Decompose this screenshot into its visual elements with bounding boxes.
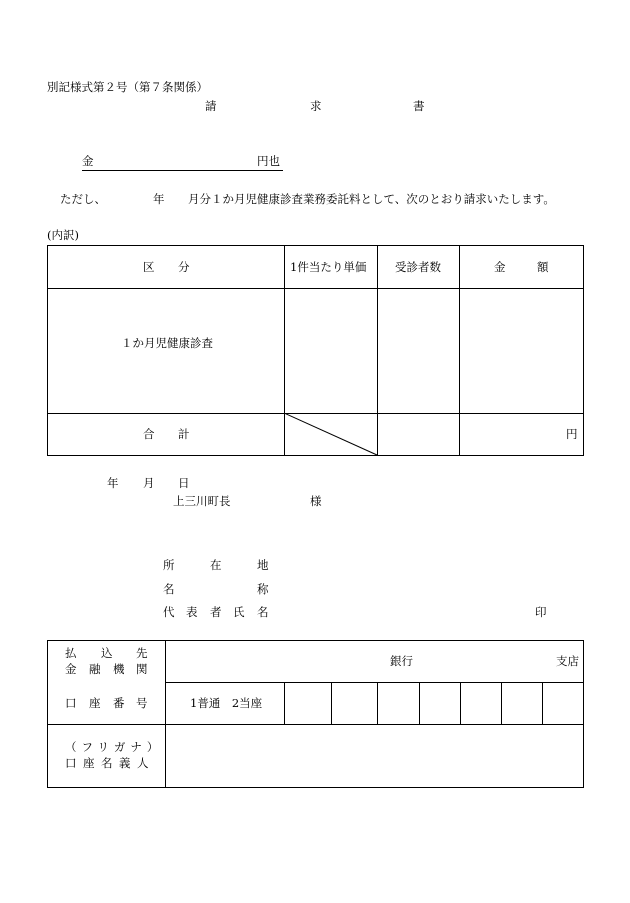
header-category-a: 区	[143, 260, 155, 274]
total-yen-unit: 円	[566, 427, 578, 441]
total-unit-price-slash	[284, 413, 378, 456]
addressee-name: 上三川町長	[173, 494, 231, 508]
title-char-2: 求	[310, 99, 322, 113]
institution-label-1: 金	[65, 662, 77, 676]
location-label-3: 地	[257, 558, 269, 572]
representative-label-4: 氏	[233, 605, 245, 619]
account-no-label-4: 号	[136, 696, 148, 710]
location-label-1: 所	[163, 558, 175, 572]
title-char-3: 書	[413, 99, 425, 113]
bank-name-label: 銀行	[390, 654, 413, 668]
amount-suffix: 円也	[257, 154, 280, 168]
payee-label-2: 込	[101, 646, 113, 660]
holder-label-5: 人	[137, 756, 149, 770]
header-amount-b: 額	[537, 260, 549, 274]
account-type-options: 1普通 2当座	[190, 696, 263, 710]
amount-prefix: 金	[82, 154, 94, 168]
total-label-b: 計	[178, 427, 190, 441]
form-number: 別記様式第２号（第７条関係）	[47, 80, 208, 94]
proviso-lead: ただし、	[60, 192, 106, 206]
seal-mark: 印	[535, 605, 547, 619]
row-item-label: １か月児健康診査	[121, 336, 213, 350]
proviso-text: 月分１か月児健康診査業務委託料として、次のとおり請求いたします。	[188, 192, 555, 206]
payee-label-3: 先	[136, 646, 148, 660]
institution-label-3: 機	[113, 662, 125, 676]
total-label-a: 合	[143, 427, 155, 441]
title-char-1: 請	[205, 99, 217, 113]
location-label-2: 在	[210, 558, 222, 572]
representative-label-3: 者	[210, 605, 222, 619]
date-month: 月	[143, 476, 155, 490]
representative-label-5: 名	[257, 605, 269, 619]
account-no-label-2: 座	[89, 696, 101, 710]
holder-label-2: 座	[83, 756, 95, 770]
representative-label-2: 表	[186, 605, 198, 619]
date-year: 年	[107, 476, 119, 490]
account-no-label-1: 口	[65, 696, 77, 710]
name-label-1: 名	[163, 582, 175, 596]
payee-label-1: 払	[65, 646, 77, 660]
header-amount-a: 金	[494, 260, 506, 274]
date-day: 日	[178, 476, 190, 490]
header-examinees: 受診者数	[395, 260, 441, 274]
holder-label-4: 義	[119, 756, 131, 770]
header-unit-price: 1件当たり単価	[290, 260, 367, 274]
representative-label-1: 代	[163, 605, 175, 619]
furigana-label: （フリガナ）	[65, 740, 164, 754]
holder-label-3: 名	[101, 756, 113, 770]
institution-label-4: 関	[136, 662, 148, 676]
header-category-b: 分	[178, 260, 190, 274]
name-label-2: 称	[257, 582, 269, 596]
account-no-label-3: 番	[113, 696, 125, 710]
holder-label-1: 口	[65, 756, 77, 770]
amount-underline	[82, 170, 283, 171]
addressee-honorific: 様	[310, 494, 322, 508]
breakdown-label: (内訳)	[47, 228, 79, 242]
branch-name-label: 支店	[556, 654, 579, 668]
proviso-year: 年	[153, 192, 165, 206]
institution-label-2: 融	[89, 662, 101, 676]
